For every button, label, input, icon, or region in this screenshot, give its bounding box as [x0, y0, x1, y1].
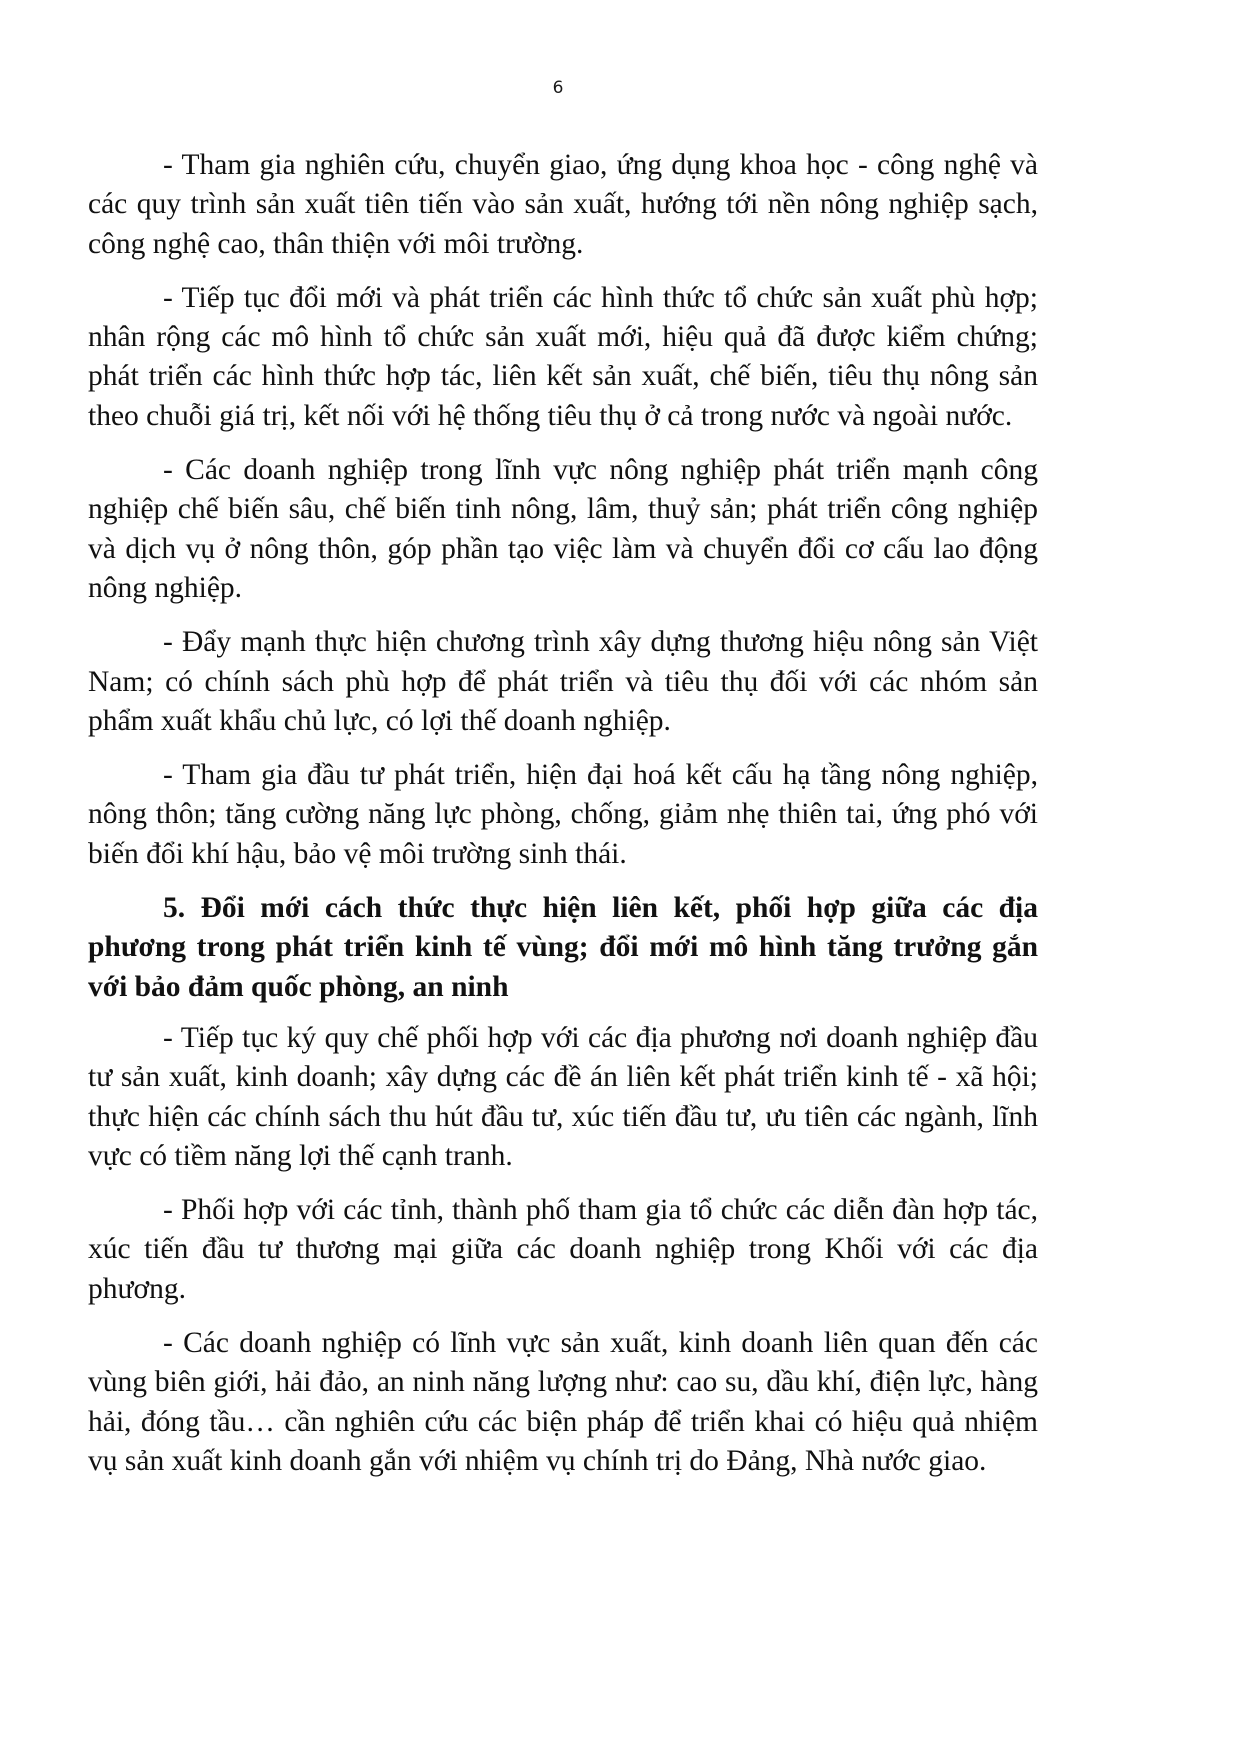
paragraph-infrastructure-investment: - Tham gia đầu tư phát triển, hiện đại hoá kết cấu hạ tầng nông nghiệp, nông thôn; tăng cường năng lực phòng, chống, giảm nhẹ thiên tai, ứng phó với biến đổi khí hậu, bảo vệ môi trường sinh thái.	[88, 759, 1038, 870]
paragraph-brand-building: - Đẩy mạnh thực hiện chương trình xây dựng thương hiệu nông sản Việt Nam; có chính sách phù hợp để phát triển và tiêu thụ đối với các nhóm sản phẩm xuất khẩu chủ lực, có lợi thế doanh nghiệp.	[88, 626, 1038, 737]
document-body	[88, 146, 1038, 1496]
page-number: 6	[552, 78, 564, 98]
paragraph-production-organization: - Tiếp tục đổi mới và phát triển các hình thức tổ chức sản xuất phù hợp; nhân rộng các mô hình tổ chức sản xuất mới, hiệu quả đã được kiểm chứng; phát triển các hình thức hợp tác, liên kết sản xuất, chế biến, tiêu thụ nông sản theo chuỗi giá trị, kết nối với hệ thống tiêu thụ ở cả trong nước và ngoài nước.	[88, 281, 1038, 432]
paragraph-border-security-enterprises: - Các doanh nghiệp có lĩnh vực sản xuất, kinh doanh liên quan đến các vùng biên giới, hải đảo, an ninh năng lượng như: cao su, dầu khí, điện lực, hàng hải, đóng tầu… cần nghiên cứu các biện pháp để triển khai có hiệu quả nhiệm vụ sản xuất kinh doanh gắn với nhiệm vụ chính trị do Đảng, Nhà nước giao.	[88, 1327, 1038, 1477]
section-heading: 5. Đổi mới cách thức thực hiện liên kết, phối hợp giữa các địa phương trong phát triển kinh tế vùng; đổi mới mô hình tăng trưởng gắn với bảo đảm quốc phòng, an ninh	[88, 892, 1038, 1003]
paragraph-coordination-regulations: - Tiếp tục ký quy chế phối hợp với các địa phương nơi doanh nghiệp đầu tư sản xuất, kinh doanh; xây dựng các đề án liên kết phát triển kinh tế - xã hội; thực hiện các chính sách thu hút đầu tư, xúc tiến đầu tư, ưu tiên các ngành, lĩnh vực có tiềm năng lợi thế cạnh tranh.	[88, 1021, 1038, 1172]
paragraph-cooperation-forums: - Phối hợp với các tỉnh, thành phố tham gia tổ chức các diễn đàn hợp tác, xúc tiến đầu tư thương mại giữa các doanh nghiệp trong Khối với các địa phương.	[88, 1194, 1038, 1305]
paragraph-technology-transfer: - Tham gia nghiên cứu, chuyển giao, ứng dụng khoa học - công nghệ và các quy trình sản xuất tiên tiến vào sản xuất, hướng tới nền nông nghiệp sạch, công nghệ cao, thân thiện với môi trường.	[88, 149, 1038, 260]
paragraph-processing-industry: - Các doanh nghiệp trong lĩnh vực nông nghiệp phát triển mạnh công nghiệp chế biến sâu, chế biến tinh nông, lâm, thuỷ sản; phát triển công nghiệp và dịch vụ ở nông thôn, góp phần tạo việc làm và chuyển đổi cơ cấu lao động nông nghiệp.	[88, 454, 1038, 604]
